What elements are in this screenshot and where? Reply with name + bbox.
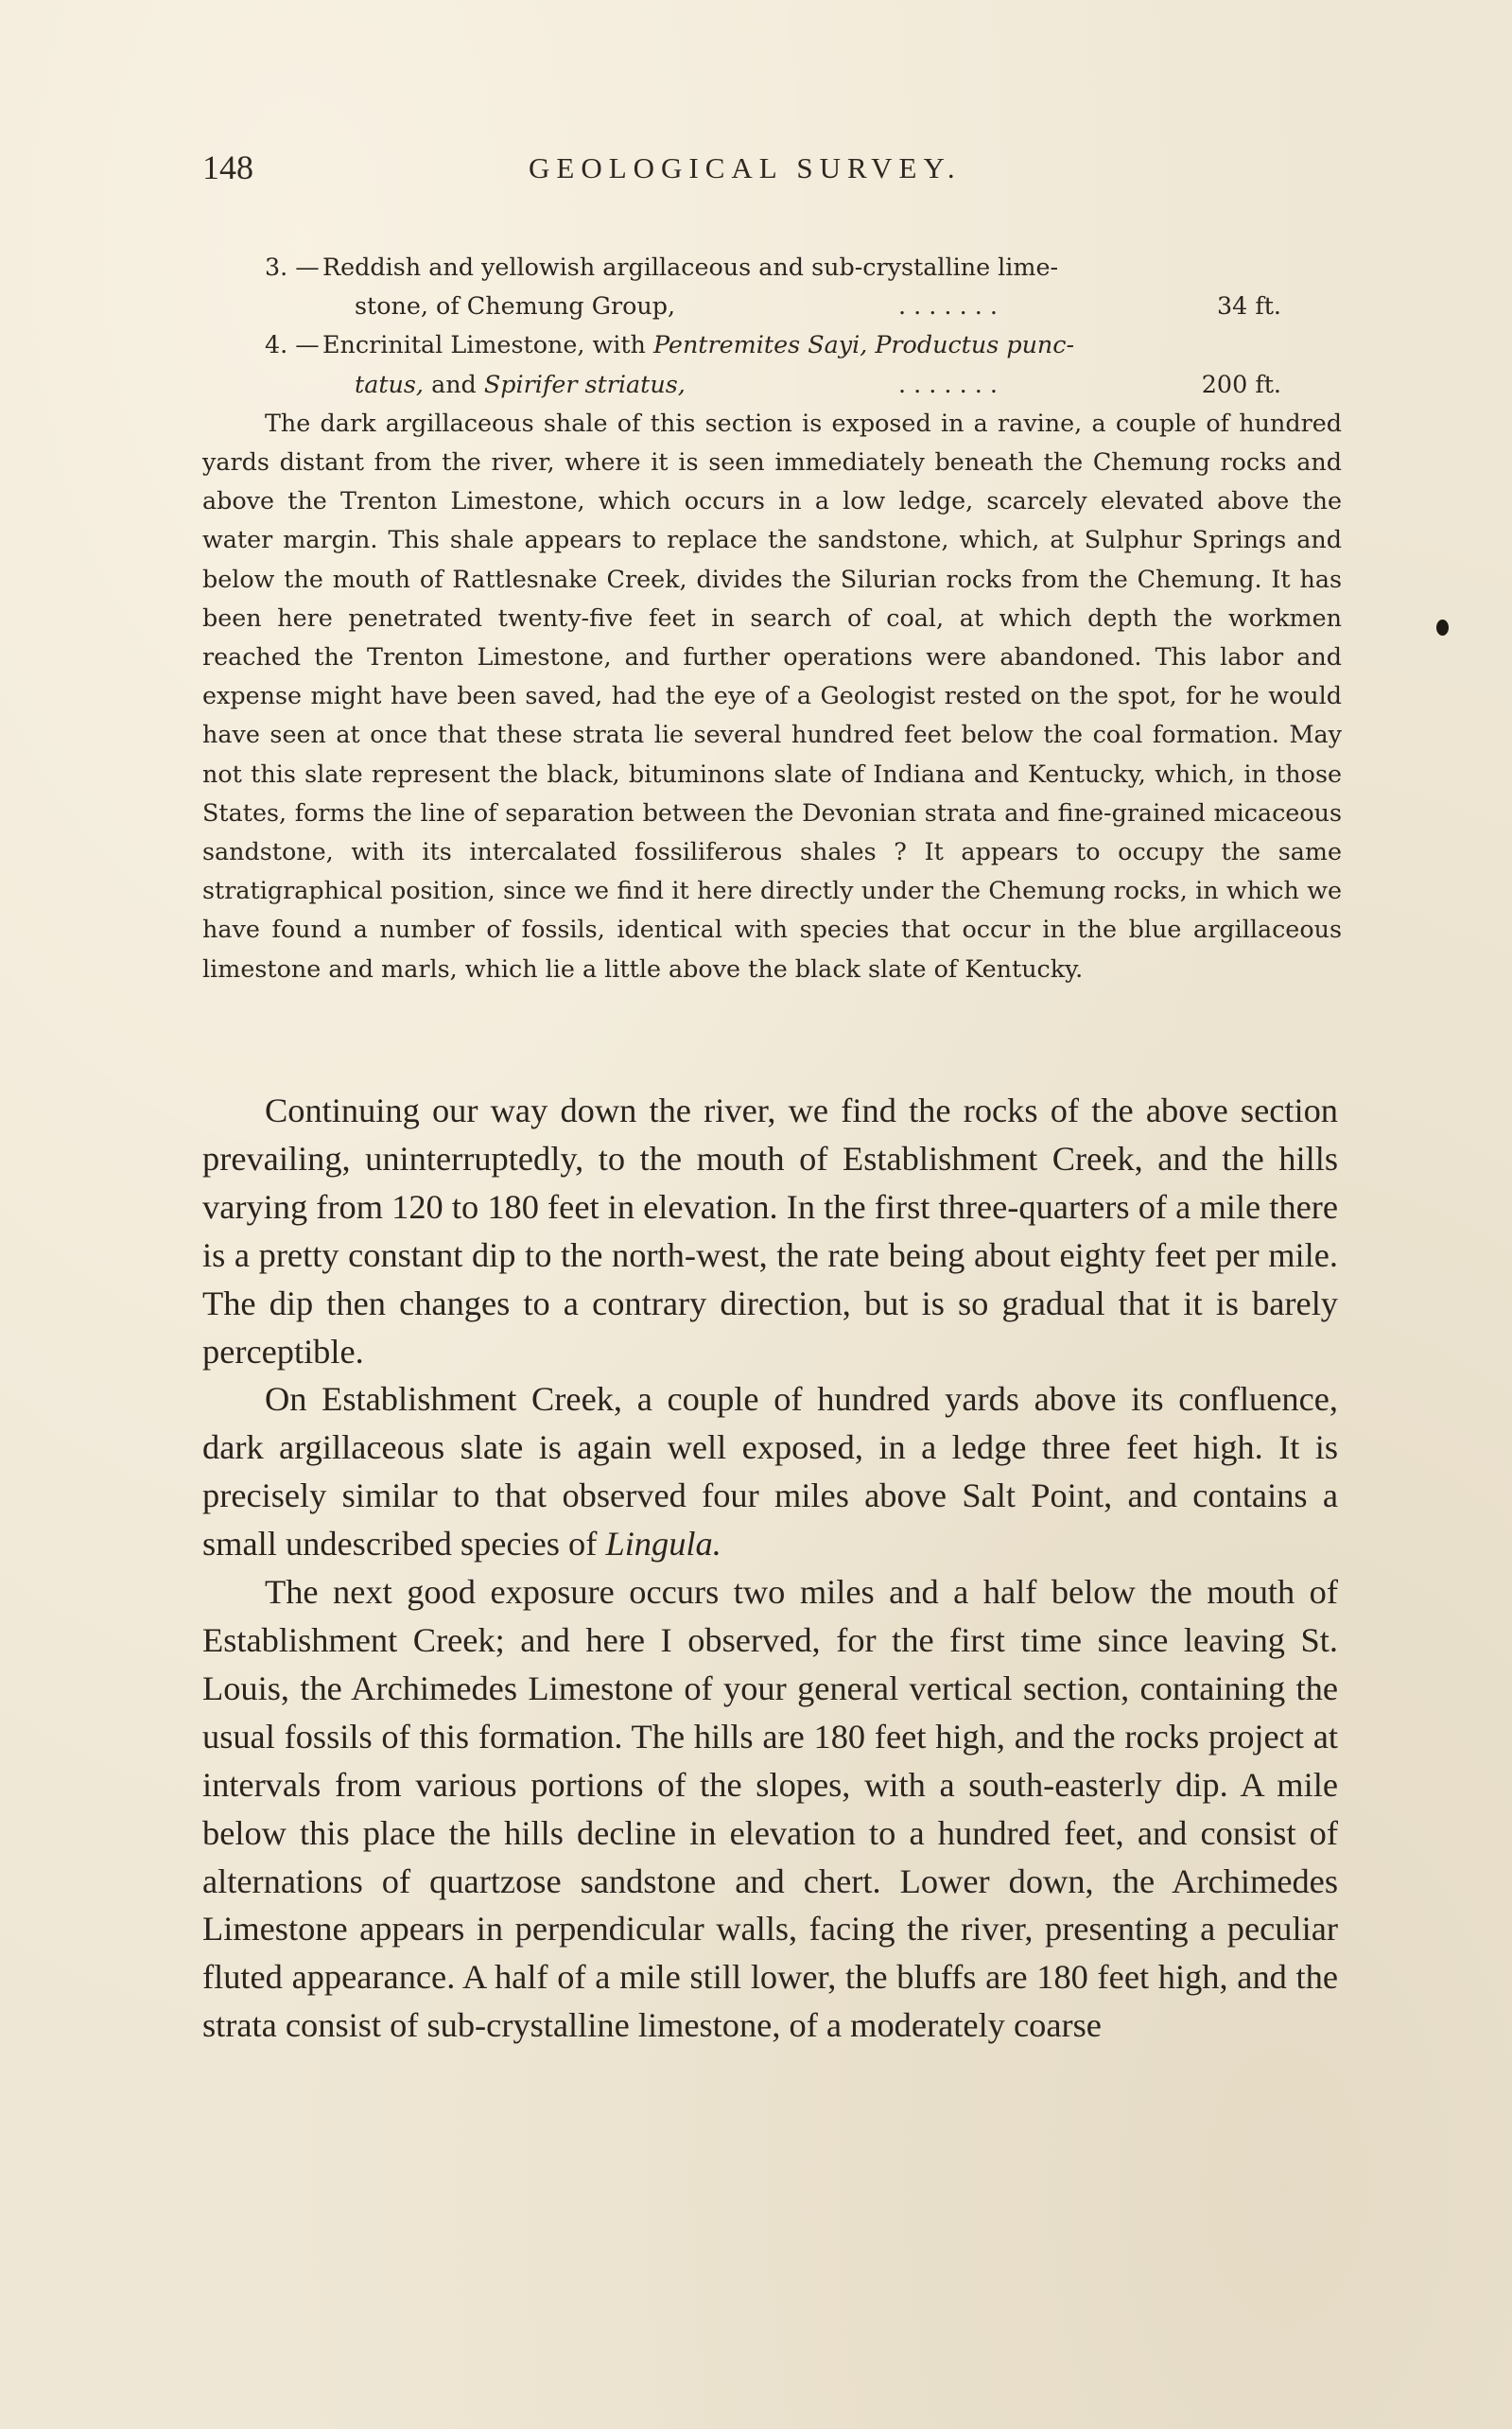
leader-dots: . . . . . . . bbox=[898, 369, 998, 398]
section-entry-3 bbox=[202, 248, 1342, 287]
shale-paragraph: The dark argillaceous shale of this section is exposed in a ravine, a couple of hundred yards distant from the river, where it is seen immediately beneath the Chemung rocks and above the Trenton Limestone, which occurs in a low ledge, scarcely elevated above the water margin. This shale appears to replace the sandstone, which, at Sulphur Springs and below the mouth of Rattlesnake Creek, divides the Silurian rocks from the Chemung. It has been here penetrated twenty-five feet in search of coal, at which depth the workmen reached the Trenton Limestone, and further operations were abandoned. This labor and expense might have been saved, had the eye of a Geologist rested on the spot, for he would have seen at once that these strata lie several hundred feet below the coal formation. May not this slate represent the black, bituminons slate of Indiana and Kentucky, which, in those States, forms the line of separation between the Devonian strata and fine-grained micaceous sandstone, with its intercalated fossiliferous shales ? It appears to occupy the same stratigraphical position, since we find it here directly under the Chemung rocks, in which we have found a number of fossils, identical with species that occur in the blue argillaceous limestone and marls, which lie a little above the black slate of Kentucky. bbox=[202, 408, 1342, 983]
running-head: GEOLOGICAL SURVEY. bbox=[529, 151, 962, 184]
entry-text-roman: and bbox=[424, 369, 484, 398]
entry-number: 3. — bbox=[265, 253, 320, 281]
page-header bbox=[202, 148, 1337, 195]
body-paragraph-3: The next good exposure occurs two miles and a half below the mouth of Establishment Creek; and here I observed, for the first time since leaving St. Louis, the Archimedes Limestone of your general vertical section, containing the usual fossils of this formation. The hills are 180 feet high, and the rocks project at intervals from various portions of the slopes, with a south-easterly dip. A mile below this place the hills decline in elevation to a hundred feet, and consist of alternations of quartzose sandstone and chert. Lower down, the Archimedes Limestone appears in perpendicular walls, facing the river, presenting a peculiar fluted appearance. A half of a mile still lower, the bluffs are 180 feet high, and the strata consist of sub-crystalline limestone, of a moderately coarse bbox=[202, 1573, 1338, 2045]
species-name: Lingula. bbox=[605, 1525, 721, 1564]
entry-text-roman: Encrinital Limestone, with bbox=[322, 330, 653, 359]
section-entry-3-line2 bbox=[202, 287, 1342, 325]
entry-text-line1 bbox=[322, 325, 1074, 364]
entry-number: 4. — bbox=[265, 330, 320, 359]
entry-thickness: 34 ft. bbox=[1216, 291, 1281, 321]
entry-text-line2 bbox=[355, 365, 686, 404]
page-number: 148 bbox=[202, 149, 253, 186]
entry-thickness: 200 ft. bbox=[1201, 369, 1281, 398]
section-entry-4 bbox=[202, 325, 1342, 364]
body-paragraph-1: Continuing our way down the river, we find the rocks of the above section prevailing, uninterruptedly, to the mouth of Establishment Creek, and the hills varying from 120 to 180 feet in elevation. In the first three-quarters of a mile there is a pretty constant dip to the north-west, the rate being about eighty feet per mile. The dip then changes to a contrary direction, but is so gradual that it is barely perceptible. bbox=[202, 1092, 1338, 1371]
main-text bbox=[202, 1087, 1338, 2050]
body-paragraph-2-text: On Establishment Creek, a couple of hundred yards above its confluence, dark argillaceous slate is again well exposed, in a ledge three feet high. It is precisely similar to that observed four miles above Salt Point, and contains a small undescribed species of bbox=[202, 1380, 1338, 1564]
margin-ink-dot bbox=[1436, 620, 1449, 636]
leader-dots: . . . . . . . bbox=[898, 291, 998, 321]
entry-text-italic: tatus, bbox=[355, 369, 424, 398]
body-paragraph-2 bbox=[202, 1375, 1338, 1568]
entry-text-line1: Reddish and yellowish argillaceous and sub-crystalline lime- bbox=[322, 253, 1059, 281]
entry-text-italic: Spirifer striatus, bbox=[483, 369, 686, 398]
entry-text-italic: Pentremites Sayi, Productus punc- bbox=[652, 330, 1075, 359]
section-entry-4-line2 bbox=[202, 365, 1342, 404]
section-notes bbox=[202, 248, 1342, 988]
entry-text-line2: stone, of Chemung Group, bbox=[355, 291, 676, 321]
